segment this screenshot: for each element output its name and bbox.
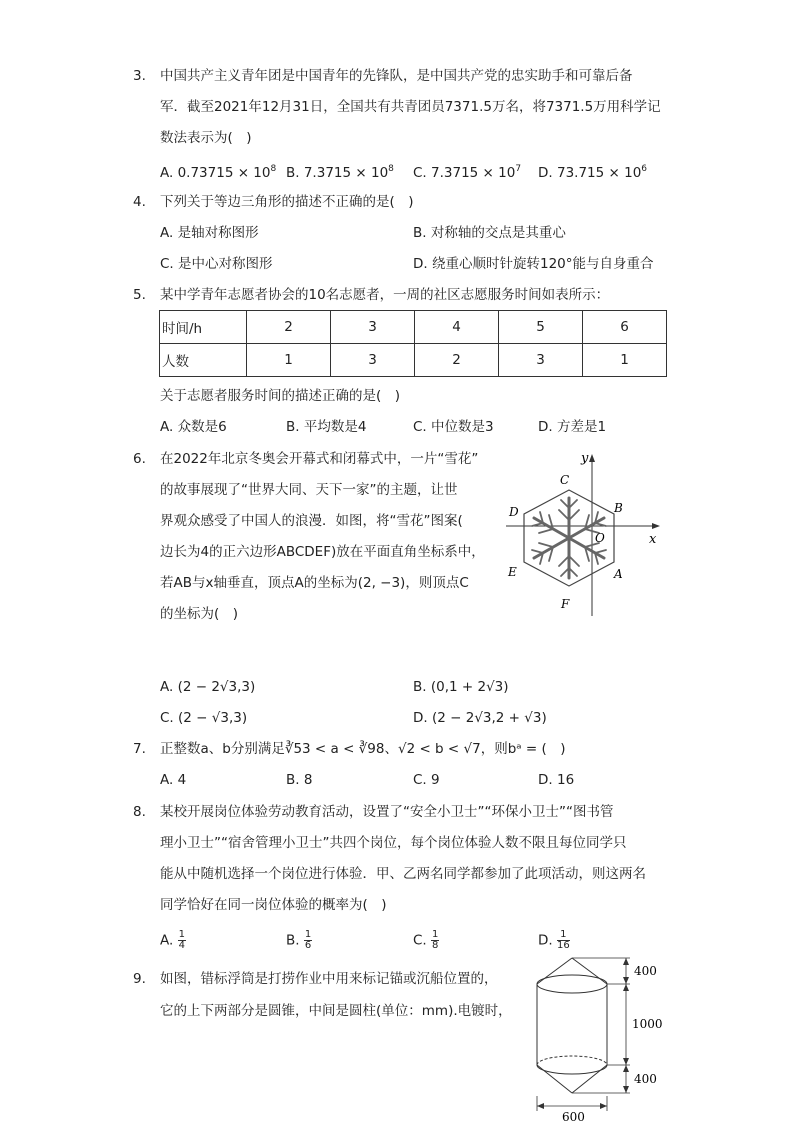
table-header-count: 人数 — [160, 344, 247, 377]
table-cell: 4 — [415, 311, 499, 344]
q3-option-a: A. $0.73715 \times 10^8$ — [160, 164, 277, 181]
fig-label-c: C — [560, 473, 570, 487]
table-cell: 5 — [499, 311, 583, 344]
q4-option-c: C. 是中心对称图形 — [160, 256, 273, 272]
q8-option-b: B. $\frac{1}{6}$ — [286, 929, 312, 951]
q7-option-b: B. 8 — [286, 772, 313, 788]
q5-number: 5. — [133, 287, 146, 303]
q6-snowflake-hexagon-figure — [486, 446, 666, 626]
q4-option-a: A. 是轴对称图形 — [160, 225, 259, 241]
fig-label-a: A — [614, 567, 623, 581]
fraction: $\frac{1}{8}$ — [432, 929, 439, 951]
q3-number: 3. — [133, 68, 146, 84]
q9-buoy-figure — [522, 948, 692, 1123]
table-cell: 3 — [331, 344, 415, 377]
table-cell: 6 — [583, 311, 667, 344]
q6-number: 6. — [133, 451, 146, 467]
q8-stem-line: 理小卫士”“宿舍管理小卫士”共四个岗位，每个岗位体验人数不限且每位同学只 — [160, 835, 627, 851]
q6-option-a: A. (2 − 2√3,3) — [160, 679, 256, 695]
table-row — [160, 344, 667, 377]
table-cell: 3 — [499, 344, 583, 377]
fig-label-x: x — [649, 532, 657, 547]
fig-label-y: y — [581, 451, 589, 466]
q7-option-d: D. 16 — [538, 772, 575, 788]
q5-option-b: B. 平均数是4 — [286, 419, 367, 435]
q6-stem-line: 的故事展现了“世界大同、天下一家”的主题，让世 — [160, 482, 458, 498]
q6-stem-line: 若AB与x轴垂直，顶点A的坐标为(2, −3)，则顶点C — [160, 575, 469, 591]
dim-label-top: 400 — [634, 964, 657, 978]
q6-option-c: C. (2 − √3,3) — [160, 710, 248, 726]
q3-stem-line2: 军．截至2021年12月31日，全国共有共青团员7371.5万名，将7371.5万用科学记 — [160, 99, 661, 115]
q3-option-b: B. $7.3715 \times 10^8$ — [286, 164, 394, 181]
q7-option-c: C. 9 — [413, 772, 440, 788]
q3-option-d: D. $73.715 \times 10^6$ — [538, 164, 648, 181]
q5-option-a: A. 众数是6 — [160, 419, 227, 435]
q9-stem-line1: 如图，错标浮筒是打捞作业中用来标记锚或沉船位置的， — [160, 971, 498, 987]
fraction: $\frac{1}{4}$ — [178, 929, 185, 951]
dim-label-middle: 1000 — [632, 1017, 663, 1031]
q9-number: 9. — [133, 971, 146, 987]
table-cell: 2 — [247, 311, 331, 344]
q6-stem-line: 边长为4的正六边形ABCDEF)放在平面直角坐标系中， — [160, 544, 485, 560]
table-header-time: 时间/h — [160, 311, 247, 344]
table-cell: 1 — [247, 344, 331, 377]
q6-stem-line: 界观众感受了中国人的浪漫．如图，将“雪花”图案( — [160, 513, 463, 529]
q6-stem-line: 在2022年北京冬奥会开幕式和闭幕式中，一片“雪花” — [160, 451, 479, 467]
fig-label-o: O — [595, 531, 605, 545]
table-cell: 1 — [583, 344, 667, 377]
dim-label-width: 600 — [562, 1110, 585, 1123]
q3-stem-line3: 数法表示为( ) — [160, 130, 252, 146]
q4-stem: 下列关于等边三角形的描述不正确的是( ) — [160, 194, 414, 210]
q6-option-d: D. (2 − 2√3,2 + √3) — [413, 710, 547, 726]
table-cell: 3 — [331, 311, 415, 344]
q6-option-b: B. (0,1 + 2√3) — [413, 679, 509, 695]
q8-option-a: A. $\frac{1}{4}$ — [160, 929, 185, 951]
fraction: $\frac{1}{6}$ — [304, 929, 312, 951]
fraction: $\frac{1}{16}$ — [556, 929, 570, 951]
q8-stem-line: 同学恰好在同一岗位体验的概率为( ) — [160, 897, 387, 913]
q7-stem: 正整数a、b分别满足∛53 < a < ∛98、√2 < b < √7，则bᵃ = ( ) — [160, 741, 566, 757]
q4-number: 4. — [133, 194, 146, 210]
fig-label-e: E — [508, 565, 517, 579]
q6-stem-line: 的坐标为( ) — [160, 606, 239, 622]
q3-stem-line1: 中国共产主义青年团是中国青年的先锋队，是中国共产党的忠实助手和可靠后备 — [160, 68, 633, 84]
table-cell: 2 — [415, 344, 499, 377]
fig-label-f: F — [561, 597, 570, 611]
q3-option-c: C. $7.3715 \times 10^7$ — [413, 164, 522, 181]
q8-option-d: D. $\frac{1}{16}$ — [538, 929, 570, 951]
q4-option-d: D. 绕重心顺时针旋转120°能与自身重合 — [413, 256, 654, 272]
q5-data-table — [159, 310, 667, 377]
q8-number: 8. — [133, 804, 146, 820]
q9-stem-line2: 它的上下两部分是圆锥，中间是圆柱(单位：mm).电镀时， — [160, 1003, 512, 1019]
fig-label-b: B — [614, 501, 623, 515]
q7-option-a: A. 4 — [160, 772, 187, 788]
q7-number: 7. — [133, 741, 146, 757]
q5-sub-question: 关于志愿者服务时间的描述正确的是( ) — [160, 388, 401, 404]
fig-label-d: D — [509, 505, 519, 519]
table-row — [160, 311, 667, 344]
q8-stem-line: 某校开展岗位体验劳动教育活动，设置了“安全小卫士”“环保小卫士”“图书管 — [160, 804, 614, 820]
q5-option-d: D. 方差是1 — [538, 419, 607, 435]
q4-option-b: B. 对称轴的交点是其重心 — [413, 225, 566, 241]
dim-label-bottom: 400 — [634, 1072, 657, 1086]
q8-option-c: C. $\frac{1}{8}$ — [413, 929, 439, 951]
q8-stem-line: 能从中随机选择一个岗位进行体验．甲、乙两名同学都参加了此项活动，则这两名 — [160, 866, 646, 882]
q5-stem: 某中学青年志愿者协会的10名志愿者，一周的社区志愿服务时间如表所示： — [160, 287, 610, 303]
q5-option-c: C. 中位数是3 — [413, 419, 494, 435]
